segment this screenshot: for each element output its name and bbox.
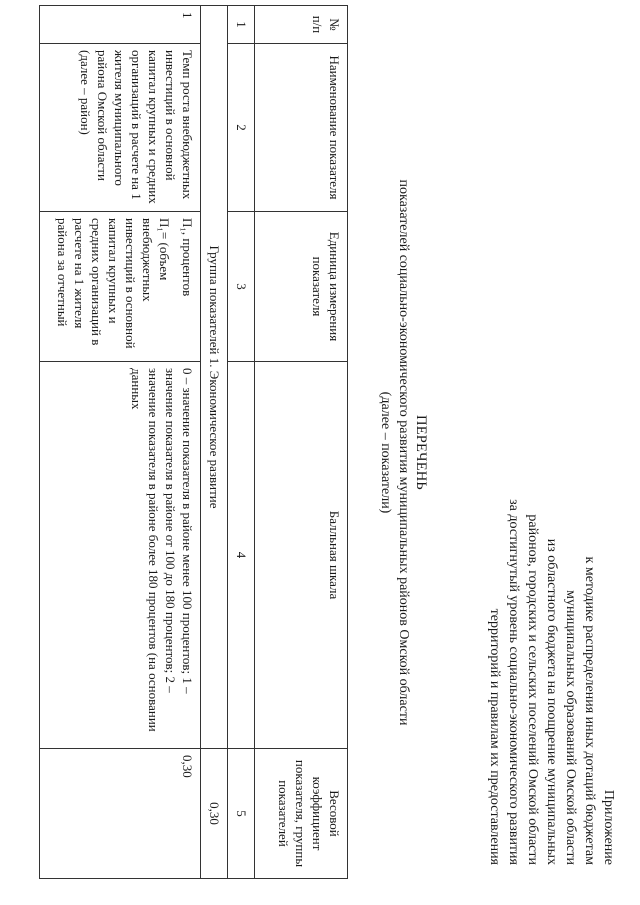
appendix-line: Приложение <box>601 789 616 865</box>
document-title: ПЕРЕЧЕНЬ <box>413 415 429 490</box>
table-header-row <box>255 6 348 879</box>
header-unit: Единица измерения показателя <box>255 212 348 362</box>
row-unit <box>40 212 201 362</box>
group-label: Группа показателей 1. Экономическое развитие <box>201 6 228 749</box>
document-note: (далее – показатели) <box>378 391 393 514</box>
document-subtitle: показателей социально-экономического развития муниципальных районов Омской области <box>396 179 411 726</box>
column-number: 3 <box>228 212 255 362</box>
appendix-line: к методике распределения иных дотаций бюджетам <box>582 556 597 865</box>
column-number: 2 <box>228 44 255 212</box>
table-row <box>40 6 201 879</box>
group-weight: 0,30 <box>201 749 228 879</box>
header-num: № п/п <box>255 6 348 44</box>
indicators-table <box>39 5 348 879</box>
appendix-line: территорий и правилам их предоставления <box>487 608 502 865</box>
row-unit-short: П₁, процентов <box>180 218 195 297</box>
appendix-line: из областного бюджета на поощрение муниципальных <box>544 538 559 865</box>
column-number: 5 <box>228 749 255 879</box>
appendix-block <box>485 499 618 865</box>
header-weight: Весовой коэффициент показателя, группы показателей <box>255 749 348 879</box>
row-indicator-name: Темп роста внебюджетных инвестиций в основной капитал крупных и средних организаций в расчете на 1 жителя муниципального района Омской области (далее – район) <box>40 44 201 212</box>
header-name: Наименование показателя <box>255 44 348 212</box>
appendix-line: районов, городских и сельских поселений Омской области <box>525 514 540 865</box>
group-row <box>201 6 228 879</box>
document-heading <box>376 0 430 905</box>
column-number: 1 <box>228 6 255 44</box>
appendix-line: муниципальных образований Омской области <box>563 590 578 865</box>
row-scale: 0 – значение показателя в районе менее 100 процентов; 1 – значение показателя в районе от 100 до 180 процентов; 2 – значение показателя в районе более 180 процентов (на основании данных <box>40 362 201 749</box>
row-weight: 0,30 <box>40 749 201 879</box>
row-num: 1 <box>40 6 201 44</box>
column-number: 4 <box>228 362 255 749</box>
column-number-row <box>228 6 255 879</box>
appendix-line: за достигнутый уровень социально-экономического развития <box>506 499 521 865</box>
row-unit-formula: П₁= (объем внебюджетных инвестиций в основной капитал крупных и средних организаций в расчете на 1 жителя района за отчетный <box>55 218 172 349</box>
header-scale: Балльная шкала <box>255 362 348 749</box>
